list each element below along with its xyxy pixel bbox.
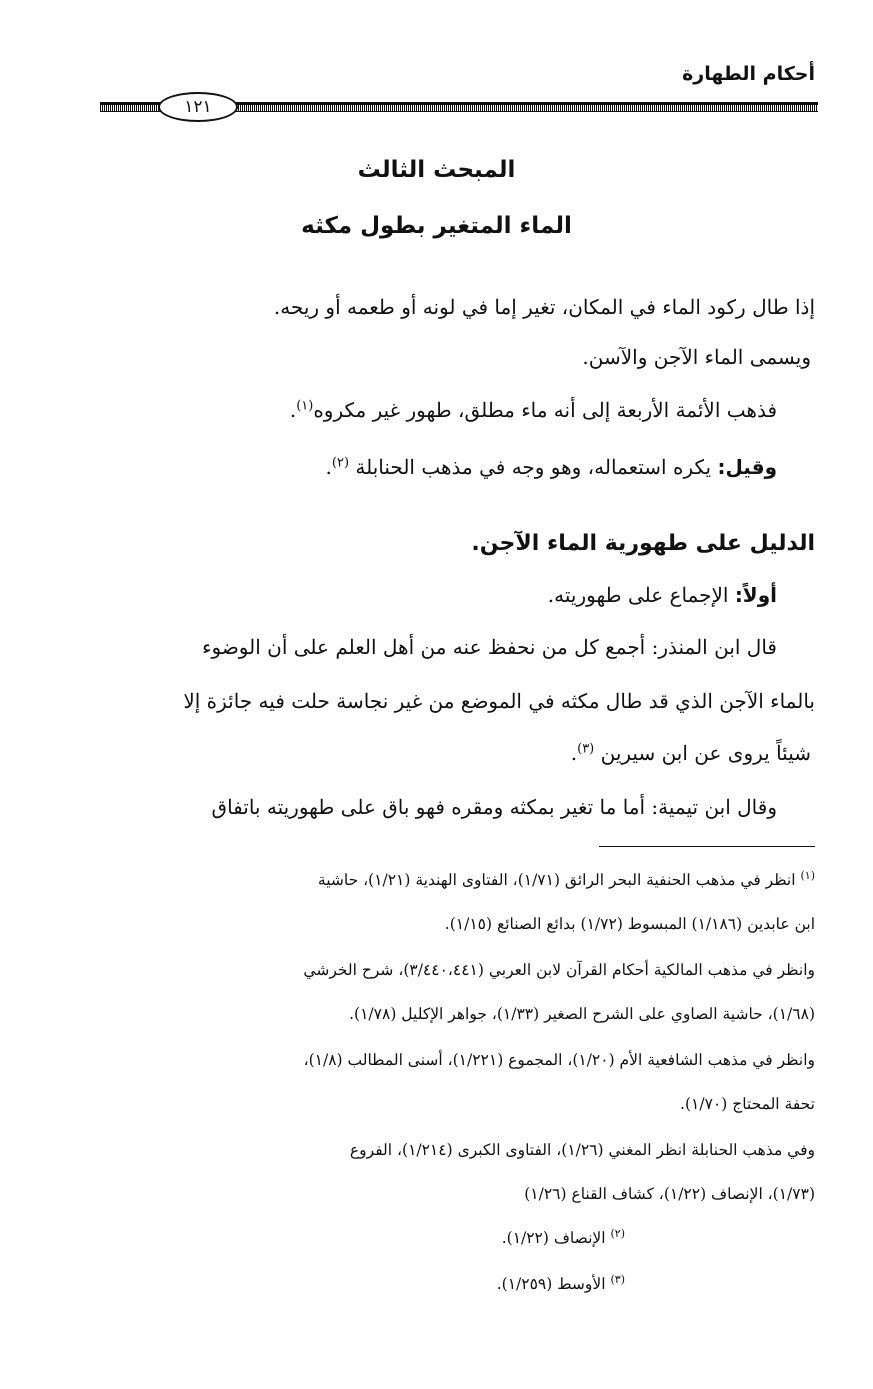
body-line: [571, 738, 811, 768]
body-line: قال ابن المنذر: أجمع كل من نحفظ عنه من أهل العلم على أن الوضوء: [202, 635, 777, 659]
footnote-mark: (١): [800, 868, 815, 882]
chapter-heading: المبحث الثالث: [357, 157, 516, 183]
body-line: وقال ابن تيمية: أما ما تغير بمكثه ومقره فهو باق على طهوريته باتفاق: [211, 795, 777, 819]
footnote-line: [318, 868, 815, 892]
body-text: شيئاً يروى عن ابن سيرين: [594, 741, 811, 765]
footnote-text: انظر في مذهب الحنفية البحر الرائق (١/٧١)، الفتاوى الهندية (١/٢١)، حاشية: [317, 871, 801, 889]
body-text: الإجماع على طهوريته.: [547, 583, 735, 607]
footnote-text: الأوسط (١/٢٥٩).: [496, 1275, 611, 1293]
footnote-ref[interactable]: (١): [296, 398, 314, 414]
body-line: [326, 452, 777, 482]
section-subheading: الدليل على طهورية الماء الآجن.: [471, 531, 815, 556]
page-number: ١٢١: [158, 92, 238, 122]
footnote-mark: (٣): [610, 1272, 625, 1286]
footnote-line: (١/٧٣)، الإنصاف (١/٢٢)، كشاف القناع (١/٢٦): [524, 1185, 815, 1203]
footnote-line: (١/٦٨)، حاشية الصاوي على الشرح الصغير (١/٣٣)، جواهر الإكليل (١/٧٨).: [349, 1005, 815, 1023]
body-line: ويسمى الماء الآجن والآسن.: [582, 345, 811, 369]
footnote-line: تحفة المحتاج (١/٧٠).: [680, 1095, 815, 1113]
footnote-text: الإنصاف (١/٢٢).: [501, 1229, 611, 1247]
footnote-line: [502, 1226, 625, 1250]
footnote-mark: (٢): [610, 1226, 625, 1240]
body-text: فذهب الأئمة الأربعة إلى أنه ماء مطلق، طهور غير مكروه: [313, 398, 777, 422]
header-rule: [100, 92, 818, 120]
footnote-line: وفي مذهب الحنابلة انظر المغني (١/٢٦)، الفتاوى الكبرى (١/٢١٤)، الفروع: [349, 1141, 815, 1159]
body-text: .: [289, 398, 297, 422]
footnote-divider: [599, 846, 815, 847]
body-line: [548, 580, 777, 610]
footnote-line: ابن عابدين (١/١٨٦) المبسوط (١/٧٢) بدائع الصنائع (١/١٥).: [444, 915, 815, 933]
body-line: بالماء الآجن الذي قد طال مكثه في الموضع من غير نجاسة حلت فيه جائزة إلا: [183, 689, 815, 713]
body-line: إذا طال ركود الماء في المكان، تغير إما في لونه أو طعمه أو ريحه.: [273, 295, 815, 319]
footnote-line: وانظر في مذهب الشافعية الأم (١/٢٠)، المجموع (١/٢٢١)، أسنى المطالب (١/٨)،: [303, 1051, 815, 1069]
lead-word: أولاً:: [734, 583, 777, 607]
lead-word: وقيل:: [717, 455, 777, 479]
footnote-line: وانظر في مذهب المالكية أحكام القرآن لابن العربي (٣/٤٤٠،٤٤١)، شرح الخرشي: [303, 961, 815, 979]
footnote-ref[interactable]: (٣): [577, 741, 595, 757]
footnote-ref[interactable]: (٢): [331, 455, 350, 471]
body-text: .: [325, 455, 332, 479]
body-text: .: [570, 741, 578, 765]
body-text: يكره استعماله، وهو وجه في مذهب الحنابلة: [349, 455, 718, 479]
running-title: أحكام الطهارة: [682, 63, 815, 85]
footnote-line: [497, 1272, 625, 1296]
body-line: [290, 395, 777, 425]
chapter-title: الماء المتغير بطول مكثه: [301, 213, 572, 239]
